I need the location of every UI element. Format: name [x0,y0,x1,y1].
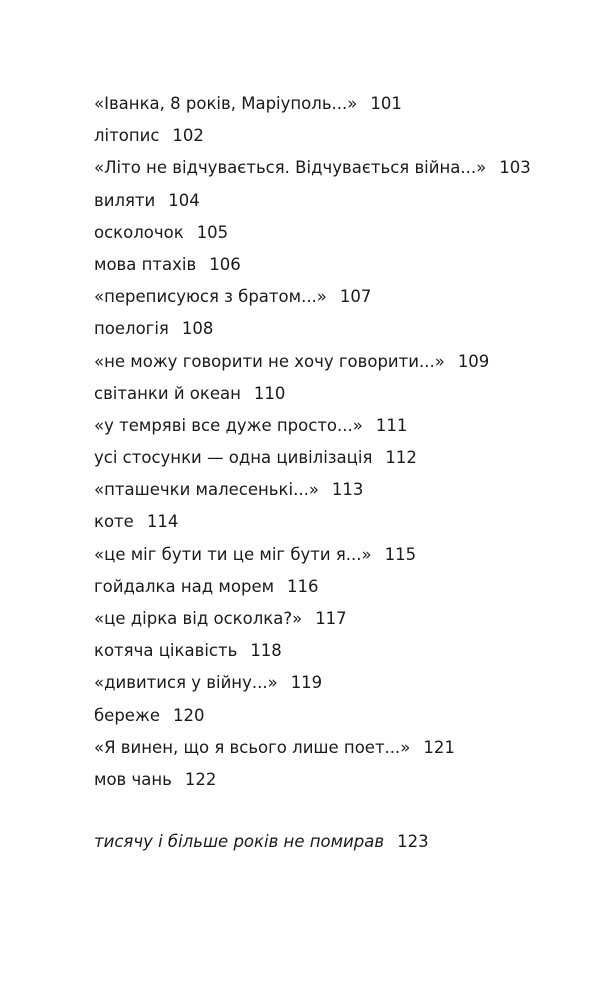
toc-entry-page: 121 [423,737,455,757]
toc-final-entry-title: тисячу і більше років не помирав [94,832,385,851]
toc-entry-page: 122 [184,769,217,789]
toc-entry [94,539,531,571]
toc-entry-title: коте [94,512,134,532]
toc-entry [94,410,531,442]
toc-entry-title: «переписуюся з братом...» [94,287,327,307]
toc-entry-page: 116 [287,576,319,596]
toc-entry-page: 115 [384,544,417,564]
toc-entry [94,346,531,378]
toc-entry [94,571,531,603]
toc-entry-title: «Літо не відчувається. Відчувається війна...» [94,158,487,178]
toc-entry-title: «це дірка від осколка?» [94,609,303,628]
toc-entry-page: 109 [457,351,490,371]
toc-entry-page: 114 [146,512,179,532]
toc-entry-title: котяча цікавість [94,641,238,661]
toc-entry-page: 112 [385,448,417,468]
toc-entry [94,217,531,249]
table-of-contents [94,88,531,796]
toc-entry-title: світанки й океан [94,383,241,403]
toc-entry-page: 106 [209,254,241,274]
toc-entry [94,700,531,732]
toc-entry [94,635,531,667]
toc-entry-page: 118 [250,641,282,661]
toc-entry [94,764,531,796]
toc-entry [94,281,531,313]
toc-entry-page: 108 [181,319,214,339]
toc-entry-title: «не можу говорити не хочу говорити...» [94,351,445,371]
toc-entry-title: «пташечки малесенькі...» [94,480,319,500]
toc-entry [94,732,531,764]
toc-entry-page: 104 [168,190,200,210]
toc-entry-title: «це міг бути ти це міг бути я...» [94,544,372,564]
toc-entry [94,249,531,281]
toc-entry [94,506,531,538]
toc-entry-page: 102 [172,126,204,146]
toc-entry-page: 111 [375,415,408,435]
toc-entry-page: 110 [253,383,286,403]
toc-entry-title: «дивитися у війну...» [94,673,278,693]
toc-entry [94,88,531,120]
toc-final-entry [94,826,429,858]
toc-entry-page: 107 [339,287,372,307]
toc-entry-page: 103 [499,158,531,178]
toc-entry [94,378,531,410]
toc-entry-title: мова птахів [94,254,197,274]
toc-entry-page: 117 [315,609,347,628]
toc-entry-title: мов чань [94,769,172,789]
toc-entry-title: «у темряві все дуже просто...» [94,415,363,435]
toc-entry-page: 101 [370,94,402,113]
toc-entry-title: літопис [94,126,160,146]
toc-entry-page: 120 [172,705,205,725]
toc-entry-title: усі стосунки — одна цивілізація [94,448,373,468]
toc-entry-title: осколочок [94,222,184,242]
toc-final-entry-page: 123 [397,832,429,851]
toc-entry-title: «Іванка, 8 років, Маріуполь...» [94,94,358,113]
toc-entry [94,313,531,345]
toc-entry-page: 113 [331,480,364,500]
toc-entry-title: береже [94,705,160,725]
toc-entry-title: «Я винен, що я всього лише поет...» [94,737,411,757]
toc-entry-title: гойдалка над морем [94,576,275,596]
toc-entry [94,667,531,699]
toc-entry [94,152,531,184]
toc-entry-title: поелогія [94,319,169,339]
toc-entry [94,442,531,474]
toc-entry-page: 119 [290,673,323,693]
toc-entry [94,120,531,152]
toc-entry [94,474,531,506]
toc-entry [94,185,531,217]
toc-entry [94,603,531,635]
toc-entry-title: виляти [94,190,156,210]
toc-entry-page: 105 [196,222,229,242]
